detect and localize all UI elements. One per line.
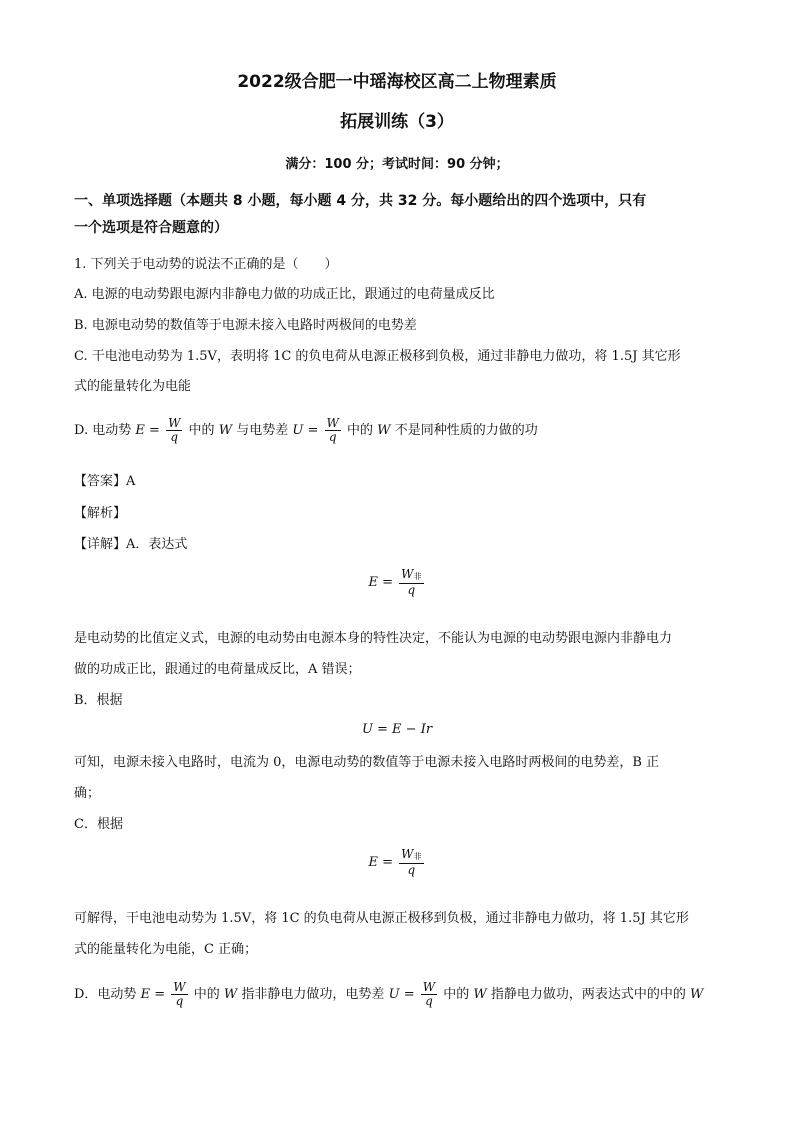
detail-d-text-post: 指静电力做功，两表达式中的中的	[490, 987, 686, 1002]
detail-b-text-line1: 可知，电源未接入电路时，电流为 0，电源电动势的数值等于电源未接入电路时两极间的电势差，B 正	[74, 755, 660, 770]
math-symbol: =	[382, 575, 394, 590]
fraction-denominator: q	[328, 430, 337, 444]
math-symbol: W	[473, 987, 487, 1002]
fraction-numerator: W	[422, 980, 436, 994]
answer-label: 【答案】A	[74, 474, 136, 489]
subscript: 非	[413, 572, 422, 581]
option-b: B. 电源电动势的数值等于电源未接入电路时两极间的电势差	[74, 318, 417, 333]
fraction-w-fei-over-q	[399, 568, 423, 597]
exam-info: 满分：100 分；考试时间：90 分钟；	[285, 157, 509, 172]
detail-d-text-mid2: 指非静电力做功，电势差	[241, 987, 385, 1002]
question-stem: 1. 下列关于电动势的说法不正确的是（ ）	[74, 257, 338, 272]
fraction-numerator	[399, 568, 423, 584]
fraction-denominator: q	[425, 994, 433, 1008]
fraction-numerator: W	[168, 416, 181, 430]
detail-a-text-line2: 做的功成正比，跟通过的电荷量成反比，A 错误；	[74, 662, 361, 677]
math-symbol: =	[149, 423, 160, 438]
option-d-text-mid3: 中的	[347, 423, 374, 438]
option-d	[74, 416, 538, 446]
option-a: A. 电源的电动势跟电源内非静电力做的功成正比，跟通过的电荷量成反比	[74, 287, 495, 302]
fraction-w-over-q	[325, 417, 341, 444]
fraction-w-fei-over-q	[399, 848, 423, 877]
subscript: 非	[413, 852, 422, 861]
detail-a-text-line1: 是电动势的比值定义式，电源的电动势由电源本身的特性决定，不能认为电源的电动势跟电源内非静电力	[74, 631, 673, 646]
section-heading-line2: 一个选项是符合题意的）	[74, 220, 228, 236]
option-d-text-mid1: 中的	[188, 423, 215, 438]
fraction-w-over-q	[166, 417, 182, 444]
analysis-label: 【解析】	[74, 506, 127, 521]
fraction-numerator: W	[173, 980, 186, 994]
detail-c-intro: C．根据	[74, 817, 123, 832]
math-symbol: U	[292, 423, 304, 438]
fraction-denominator: q	[407, 863, 416, 877]
equation-u-e-ir: U = E − Ir	[361, 722, 433, 737]
option-c-line2: 式的能量转化为电能	[74, 379, 192, 394]
detail-b-intro: B．根据	[74, 693, 123, 708]
math-symbol: E	[368, 575, 378, 590]
detail-c-text-line2: 式的能量转化为电能，C 正确；	[74, 942, 258, 957]
option-d-text-pre: D. 电动势	[74, 423, 132, 438]
fraction-denominator: q	[170, 430, 179, 444]
option-c-line1: C. 干电池电动势为 1.5V，表明将 1C 的负电荷从电源正极移到负极，通过非静电力做功，将 1.5J 其它形	[74, 349, 681, 364]
fraction-numerator	[399, 848, 423, 864]
detail-d	[74, 980, 703, 1010]
detail-b-text-line2: 确；	[74, 786, 101, 801]
math-symbol: E	[140, 987, 151, 1002]
math-symbol: W	[401, 847, 414, 861]
fraction-denominator: q	[407, 583, 416, 597]
detail-d-text-pre: D．电动势	[74, 987, 137, 1002]
equation-e-w-fei-over-q	[0, 568, 794, 597]
math-symbol: =	[154, 987, 166, 1002]
detail-d-text-mid1: 中的	[193, 987, 220, 1002]
fraction-numerator: W	[326, 416, 339, 430]
math-symbol: E	[368, 855, 378, 870]
document-subtitle: 拓展训练（3）	[340, 112, 454, 132]
fraction-w-over-q	[421, 981, 437, 1008]
fraction-w-over-q	[171, 981, 187, 1008]
option-d-text-post: 不是同种性质的力做的功	[394, 423, 538, 438]
math-symbol: W	[690, 987, 704, 1002]
section-heading-line1: 一、单项选择题（本题共 8 小题，每小题 4 分，共 32 分。每小题给出的四个选项中，只有	[74, 193, 647, 209]
math-symbol: W	[377, 423, 391, 438]
option-d-text-mid2: 与电势差	[236, 423, 289, 438]
math-symbol: W	[223, 987, 238, 1002]
detail-d-text-mid3: 中的	[443, 987, 470, 1002]
document-title: 2022级合肥一中瑶海校区高二上物理素质	[237, 72, 557, 92]
detail-a-intro: 【详解】A．表达式	[74, 537, 188, 552]
math-symbol: U	[388, 987, 400, 1002]
math-symbol: =	[382, 855, 394, 870]
math-symbol: =	[307, 423, 319, 438]
math-symbol: E	[135, 423, 145, 438]
math-symbol: W	[218, 423, 233, 438]
math-symbol: W	[401, 567, 414, 581]
equation-e-w-fei-over-q	[0, 848, 794, 877]
math-symbol: =	[403, 987, 415, 1002]
fraction-denominator: q	[175, 994, 184, 1008]
detail-c-text-line1: 可解得，干电池电动势为 1.5V，将 1C 的负电荷从电源正极移到负极，通过非静电力做功，将 1.5J 其它形	[74, 911, 689, 926]
